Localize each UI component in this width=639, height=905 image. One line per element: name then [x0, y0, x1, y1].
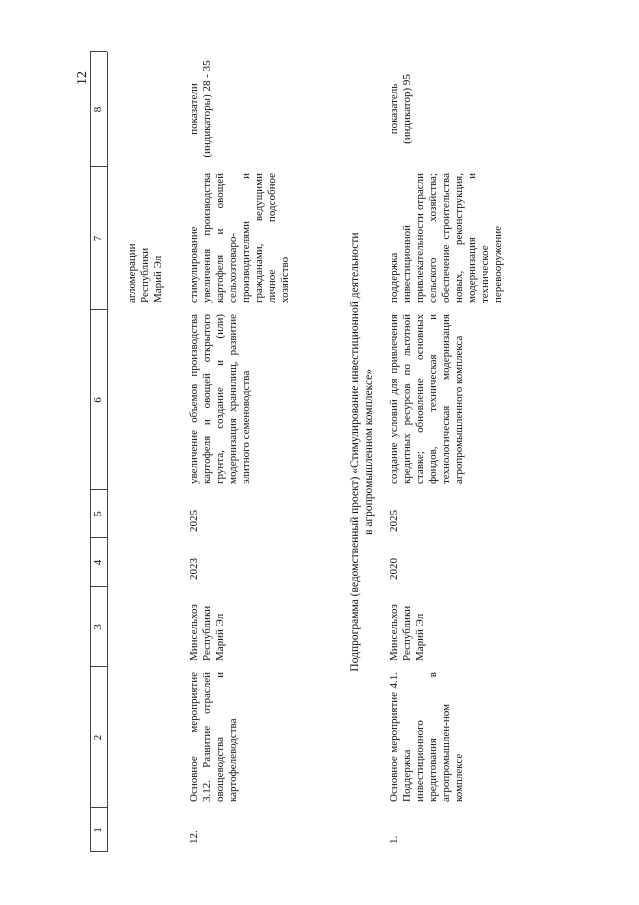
row1-description: поддержка инвестиционной привлекательности отрасли сельского хозяйства; обеспечение строительства новых, реконструкция, модернизация и техническое перевооружение — [388, 173, 504, 303]
row1-number: 1. — [388, 835, 400, 844]
header-col-1: 1 — [92, 827, 104, 833]
rotated-table — [90, 52, 610, 852]
header-col-8: 8 — [92, 106, 104, 113]
row1-executor: Минсельхоз Республики Марий Эл — [388, 604, 426, 661]
header-col-7: 7 — [92, 235, 104, 242]
row1-end-year: 2025 — [388, 510, 400, 532]
row12-start-year: 2023 — [188, 558, 200, 580]
header-col-4: 4 — [92, 559, 104, 566]
row12-executor: Минсельхоз Республики Марий Эл — [188, 604, 226, 661]
page-number: 12 — [75, 71, 90, 85]
row1-indicators: показатель (индикатор) 95 — [388, 74, 413, 144]
header-col-2: 2 — [92, 734, 104, 741]
row12-end-year: 2025 — [188, 510, 200, 532]
subprogram-title: Подпрограмма (ведомственный проект) «Стимулирование инвестиционной деятельности в агропромышленном комплексе» — [349, 232, 375, 672]
row12-description: стимулирование увеличения производства картофеля и овощей сельхозтоваро-производителями и гражданами, ведущими личное подсобное хозяйство — [188, 173, 291, 303]
row1-result: создание условий для привлечения кредитных ресурсов по льготной ставке; обновление основных фондов, техническая и технологическая модернизация агропромышленного комплекса — [388, 314, 465, 484]
continuation-col7: агломерации Республики Марий Эл — [126, 243, 164, 303]
header-col-3: 3 — [92, 624, 104, 630]
row1-measure: Основное мероприятие 4.1. Поддержка инвестиционного кредитования в агропромышлен-ном комплексе — [388, 672, 465, 802]
header-col-6: 6 — [92, 397, 104, 403]
header-col-5: 5 — [92, 511, 104, 517]
header-bottom-border — [107, 52, 108, 852]
row12-indicators: показатели (индикаторы) 28 - 35 — [188, 60, 213, 158]
row1-start-year: 2020 — [388, 558, 400, 580]
row12-measure: Основное мероприятие 3.12. Развитие отраслей овощеводства и картофелеводства — [188, 672, 239, 802]
row12-result: увеличение объемов производства картофеля и овощей открытого грунта, создание и (или) модернизация хранилищ, развитие элитного семеноводства — [188, 314, 252, 484]
row12-number: 12. — [188, 830, 200, 844]
